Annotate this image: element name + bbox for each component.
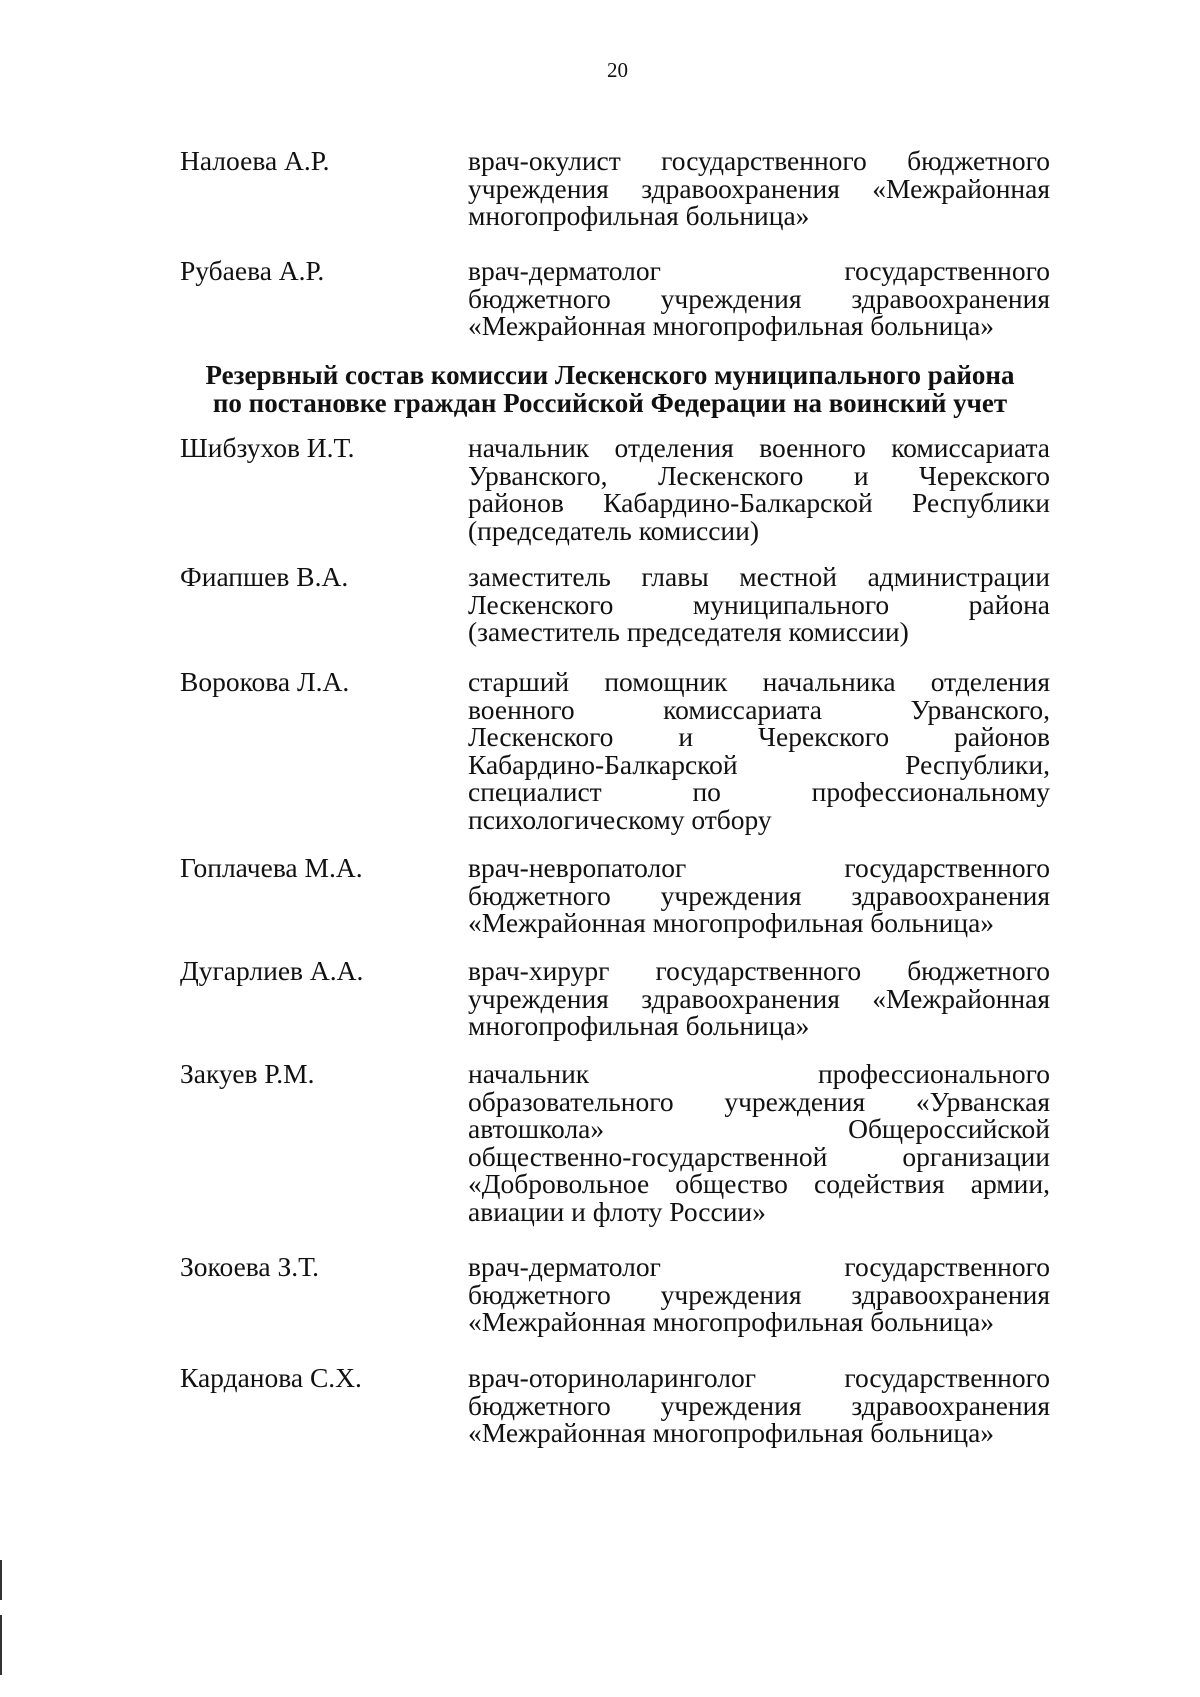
position-line: заместитель главы местной администрации — [468, 561, 1050, 592]
position-line: Кабардино-Балкарской Республики, — [468, 748, 1050, 780]
member-position — [468, 563, 1050, 646]
page-number: 20 — [607, 58, 628, 82]
position-line: врач-невропатолог государственного — [468, 852, 1050, 883]
position-line: бюджетного учреждения здравоохранения — [468, 282, 1050, 314]
position-line: «Межрайонная многопрофильная больница» — [468, 907, 995, 938]
position-line: многопрофильная больница» — [468, 1010, 810, 1041]
position-line: Урванского, Лескенского и Черекского — [468, 459, 1050, 491]
position-line: бюджетного учреждения здравоохранения — [468, 1389, 1050, 1421]
heading-line: по постановке граждан Российской Федерации на воинский учет — [212, 388, 1008, 418]
position-line: врач-хирург государственного бюджетного — [468, 955, 1050, 986]
position-line: старший помощник начальника отделения — [468, 666, 1050, 697]
member-name: Гоплачева М.А. — [180, 852, 363, 883]
member-position — [468, 1253, 1050, 1336]
scan-edge-mark — [0, 1560, 2, 1600]
position-line: военного комиссариата Урванского, — [468, 693, 1050, 725]
member-position — [468, 147, 1050, 230]
position-line: начальник профессионального — [468, 1058, 1050, 1089]
position-line: врач-окулист государственного бюджетного — [468, 145, 1050, 176]
member-name: Карданова С.Х. — [180, 1362, 362, 1393]
position-line: учреждения здравоохранения «Межрайонная — [468, 172, 1050, 204]
member-position — [468, 434, 1050, 544]
member-position — [468, 668, 1050, 833]
member-name: Фиапшев В.А. — [180, 561, 349, 592]
position-line: врач-оториноларинголог государственного — [468, 1362, 1050, 1393]
position-line: бюджетного учреждения здравоохранения — [468, 879, 1050, 911]
position-line: автошкола» Общероссийской — [468, 1113, 1050, 1144]
position-line: «Добровольное общество содействия армии, — [468, 1168, 1050, 1199]
member-name: Ворокова Л.А. — [180, 666, 350, 697]
position-line: специалист по профессиональному — [468, 776, 1050, 807]
member-position — [468, 257, 1050, 340]
member-position — [468, 854, 1050, 937]
position-line: психологическому отбору — [468, 803, 772, 835]
position-line: многопрофильная больница» — [468, 200, 810, 231]
scan-edge-mark — [0, 1615, 2, 1675]
position-line: врач-дерматолог государственного — [468, 255, 1050, 286]
position-line: учреждения здравоохранения «Межрайонная — [468, 982, 1050, 1014]
position-line: «Межрайонная многопрофильная больница» — [468, 1306, 995, 1337]
position-line: Лескенского муниципального района — [468, 588, 1050, 620]
position-line: (заместитель председателя комиссии) — [468, 616, 909, 647]
member-name: Дугарлиев А.А. — [180, 955, 364, 986]
member-name: Зокоева З.Т. — [180, 1251, 320, 1282]
position-line: Лескенского и Черекского районов — [468, 721, 1050, 752]
member-name: Закуев Р.М. — [180, 1058, 315, 1089]
position-line: (председатель комиссии) — [468, 514, 760, 546]
heading-line: Резервный состав комиссии Лескенского муниципального района — [205, 360, 1015, 390]
member-position — [468, 1364, 1050, 1447]
position-line: начальник отделения военного комиссариата — [468, 432, 1050, 463]
member-position — [468, 957, 1050, 1040]
position-line: «Межрайонная многопрофильная больница» — [468, 310, 995, 341]
position-line: районов Кабардино-Балкарской Республики — [468, 487, 1050, 518]
position-line: общественно-государственной организации — [468, 1140, 1050, 1172]
position-line: «Межрайонная многопрофильная больница» — [468, 1417, 995, 1448]
section-heading — [160, 361, 1060, 417]
member-position — [468, 1060, 1050, 1225]
member-name: Налоева А.Р. — [180, 145, 330, 176]
position-line: врач-дерматолог государственного — [468, 1251, 1050, 1282]
member-name: Рубаева А.Р. — [180, 255, 325, 286]
member-name: Шибзухов И.Т. — [180, 432, 355, 463]
position-line: бюджетного учреждения здравоохранения — [468, 1278, 1050, 1310]
position-line: образовательного учреждения «Урванская — [468, 1085, 1050, 1117]
position-line: авиации и флоту России» — [468, 1195, 766, 1227]
